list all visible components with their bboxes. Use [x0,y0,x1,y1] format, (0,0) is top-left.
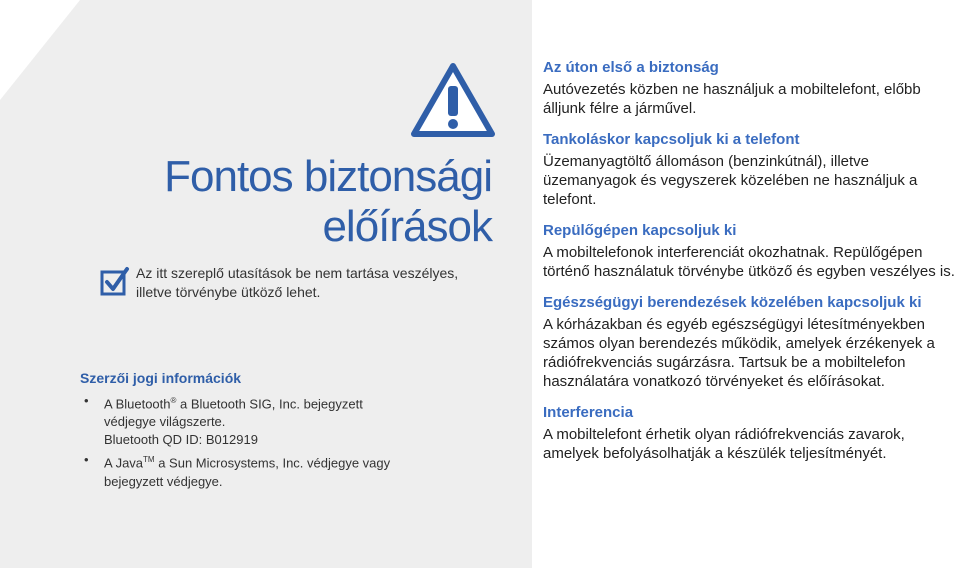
bluetooth-qd-id: Bluetooth QD ID: B012919 [104,432,258,448]
section-aircraft [543,221,957,281]
warning-note-line-2: illetve törvénybe ütköző lehet. [136,284,321,300]
trademark-mark: TM [143,455,155,465]
section-body: A kórházakban és egyéb egészségügyi létesítményekben számos olyan berendezés működik, amelyek érzékenyek a rádiófrekvenciás sugárzásra. Tartsuk be a mobiltelefon használatára vonatkozó törvényeket és előírásokat. [543,316,935,390]
section-body: Autóvezetés közben ne használjuk a mobiltelefont, előbb álljunk félre a járművel. [543,81,921,117]
section-interference [543,403,957,463]
section-heading: Repülőgépen kapcsoljuk ki [543,222,737,239]
section-body: A mobiltelefonok interferenciát okozhatnak. Repülőgépen történő használatuk törvénybe ütköző és egyben veszélyes is. [543,244,955,280]
section-heading: Interferencia [543,404,634,421]
java-text: A Java [104,455,144,471]
checkmark-icon [100,266,130,296]
warning-triangle-icon [410,62,496,138]
section-body: Üzemanyagtöltő állomáson (benzinkútnál), illetve üzemanyagok és vegyszerek közelében ne használjuk a telefont. [543,153,918,208]
section-heading: Tankoláskor kapcsoljuk ki a telefont [543,131,800,148]
bluetooth-text: A Bluetooth [104,396,171,412]
java-text-rest: a Sun Microsystems, Inc. védjegye vagy [154,455,391,471]
bluetooth-line-2: védjegye világszerte. [104,414,226,430]
section-heading: Egészségügyi berendezések közelében kapcsoljuk ki [543,294,922,311]
section-medical-equipment [543,293,957,391]
section-refueling [543,130,957,209]
copyright-heading: Szerzői jogi információk [80,370,242,386]
title-line-2: előírások [322,202,492,251]
title-line-1: Fontos biztonsági [164,152,492,201]
java-line-2: bejegyzett védjegye. [104,473,223,489]
list-item [80,451,440,490]
copyright-list [80,392,440,491]
safety-sections [543,58,957,475]
bluetooth-text-rest: a Bluetooth SIG, Inc. bejegyzett [176,396,363,412]
section-heading: Az úton első a biztonság [543,59,719,76]
registered-mark: ® [170,396,177,405]
copyright-info [80,370,440,493]
list-item [80,392,440,449]
section-body: A mobiltelefont érhetik olyan rádiófrekvenciás zavarok, amelyek befolyásolhatják a készülék teljesítményét. [543,426,905,462]
page-title [72,152,492,252]
warning-note-line-1: Az itt szereplő utasítások be nem tartása veszélyes, [136,265,459,281]
section-road-safety [543,58,957,118]
warning-note [136,264,496,302]
